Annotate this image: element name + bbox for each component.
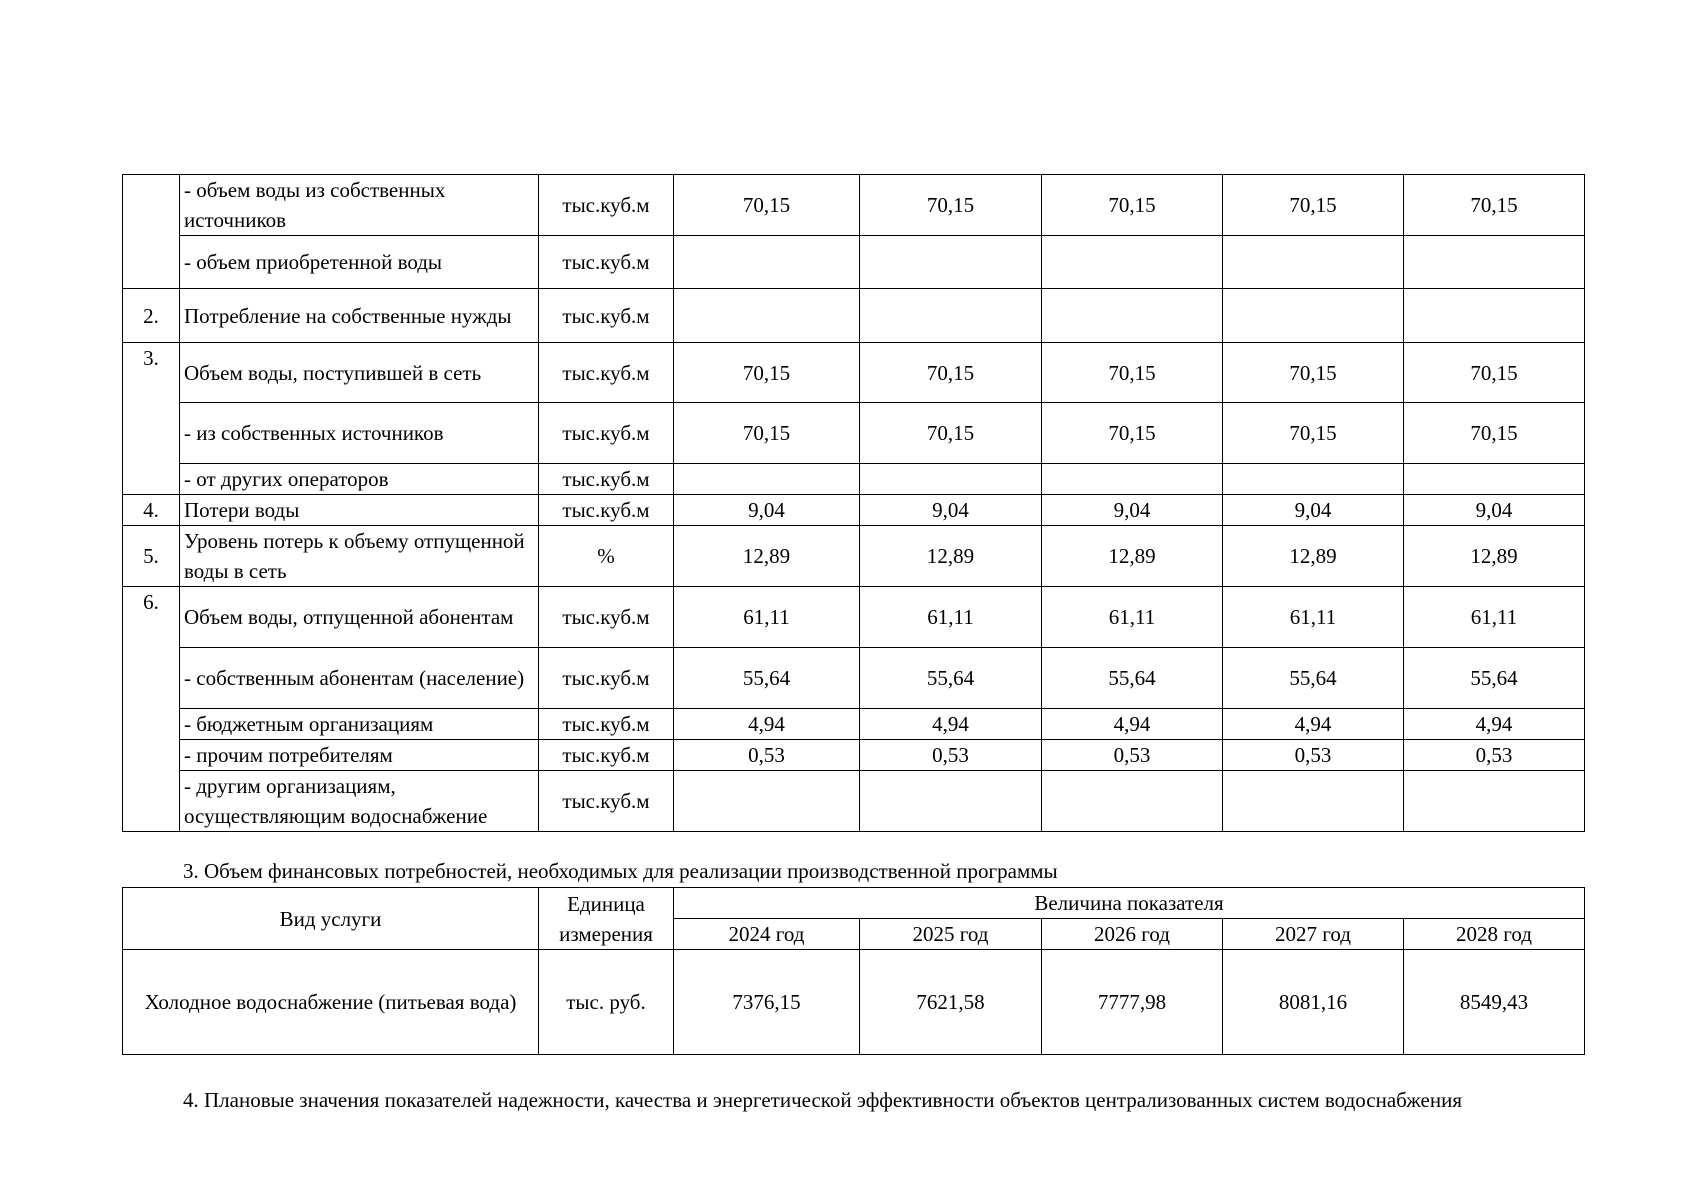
row-label: - собственным абонентам (население) [180, 648, 539, 709]
value-cell: 9,04 [1223, 495, 1404, 526]
value-cell: 4,94 [674, 709, 860, 740]
row-label: Потребление на собственные нужды [180, 289, 539, 343]
value-cell: 4,94 [1042, 709, 1223, 740]
table-row [123, 950, 1585, 1055]
table-row [123, 403, 1585, 464]
table-row [123, 343, 1585, 403]
value-cell: 4,94 [1404, 709, 1585, 740]
value-cell: 12,89 [1042, 526, 1223, 587]
table-row [123, 526, 1585, 587]
section-3-title: 3. Объем финансовых потребностей, необходимых для реализации производственной программы [183, 859, 1058, 883]
row-unit: тыс.куб.м [539, 289, 674, 343]
production-table [122, 174, 1585, 832]
value-cell: 61,11 [1223, 587, 1404, 648]
table-row [123, 771, 1585, 832]
value-cell: 70,15 [860, 403, 1042, 464]
value-cell: 70,15 [674, 403, 860, 464]
value-cell: 9,04 [1404, 495, 1585, 526]
row-label: Объем воды, поступившей в сеть [180, 343, 539, 403]
value-cell [1223, 464, 1404, 495]
row-number: 3. [123, 343, 180, 495]
value-cell [674, 771, 860, 832]
table-row [123, 587, 1585, 648]
row-number: 5. [123, 526, 180, 587]
header-row [123, 888, 1585, 919]
value-cell: 70,15 [674, 343, 860, 403]
value-cell: 9,04 [674, 495, 860, 526]
value-cell: 12,89 [1223, 526, 1404, 587]
value-cell: 70,15 [1042, 343, 1223, 403]
row-label: - другим организациям, осуществляющим водоснабжение [180, 771, 539, 832]
year-header: 2026 год [1042, 919, 1223, 950]
value-cell: 70,15 [1223, 343, 1404, 403]
value-cell: 70,15 [1223, 403, 1404, 464]
value-cell [1404, 236, 1585, 289]
value-cell [1404, 464, 1585, 495]
value-cell [1042, 771, 1223, 832]
value-cell: 8549,43 [1404, 950, 1585, 1055]
value-cell [1223, 236, 1404, 289]
row-unit: тыс. руб. [539, 950, 674, 1055]
table-row [123, 175, 1585, 236]
value-cell: 8081,16 [1223, 950, 1404, 1055]
value-cell: 61,11 [674, 587, 860, 648]
value-cell: 70,15 [1404, 343, 1585, 403]
row-unit: тыс.куб.м [539, 175, 674, 236]
row-unit: тыс.куб.м [539, 587, 674, 648]
value-cell: 0,53 [1223, 740, 1404, 771]
value-cell: 7376,15 [674, 950, 860, 1055]
row-unit: тыс.куб.м [539, 343, 674, 403]
value-cell [860, 771, 1042, 832]
row-number: 2. [123, 289, 180, 343]
value-cell: 9,04 [1042, 495, 1223, 526]
value-cell: 70,15 [860, 175, 1042, 236]
value-cell: 70,15 [674, 175, 860, 236]
table-row [123, 740, 1585, 771]
table-row [123, 236, 1585, 289]
row-unit: тыс.куб.м [539, 648, 674, 709]
value-cell: 70,15 [1042, 175, 1223, 236]
value-cell: 70,15 [1404, 175, 1585, 236]
value-cell: 12,89 [860, 526, 1042, 587]
value-cell: 70,15 [1223, 175, 1404, 236]
header-service: Вид услуги [123, 888, 539, 950]
value-cell: 61,11 [860, 587, 1042, 648]
row-label: - прочим потребителям [180, 740, 539, 771]
year-header: 2028 год [1404, 919, 1585, 950]
value-cell: 70,15 [1042, 403, 1223, 464]
value-cell [1223, 289, 1404, 343]
table-row [123, 709, 1585, 740]
financial-needs-table [122, 887, 1585, 1055]
value-cell: 0,53 [1404, 740, 1585, 771]
header-value: Величина показателя [674, 888, 1585, 919]
value-cell: 55,64 [1223, 648, 1404, 709]
value-cell [674, 289, 860, 343]
value-cell [1042, 464, 1223, 495]
row-label: - объем воды из собственных источников [180, 175, 539, 236]
section-4-title: 4. Плановые значения показателей надежности, качества и энергетической эффективности объектов централизованных систем водоснабжения [183, 1088, 1463, 1112]
row-unit: тыс.куб.м [539, 709, 674, 740]
row-unit: тыс.куб.м [539, 403, 674, 464]
value-cell [860, 289, 1042, 343]
value-cell: 7777,98 [1042, 950, 1223, 1055]
value-cell: 12,89 [1404, 526, 1585, 587]
table-row [123, 495, 1585, 526]
row-unit: тыс.куб.м [539, 236, 674, 289]
row-label: - бюджетным организациям [180, 709, 539, 740]
row-label: - из собственных источников [180, 403, 539, 464]
header-unit: Единица измерения [539, 888, 674, 950]
row-label: - объем приобретенной воды [180, 236, 539, 289]
value-cell: 55,64 [674, 648, 860, 709]
value-cell: 4,94 [860, 709, 1042, 740]
year-header: 2024 год [674, 919, 860, 950]
value-cell [1042, 236, 1223, 289]
row-unit: тыс.куб.м [539, 771, 674, 832]
value-cell: 0,53 [674, 740, 860, 771]
value-cell [1404, 771, 1585, 832]
value-cell: 7621,58 [860, 950, 1042, 1055]
row-unit: % [539, 526, 674, 587]
table-row [123, 464, 1585, 495]
row-number [123, 175, 180, 289]
value-cell [1223, 771, 1404, 832]
value-cell: 0,53 [1042, 740, 1223, 771]
value-cell [674, 464, 860, 495]
row-unit: тыс.куб.м [539, 464, 674, 495]
value-cell: 55,64 [1404, 648, 1585, 709]
value-cell [860, 464, 1042, 495]
row-unit: тыс.куб.м [539, 740, 674, 771]
value-cell: 0,53 [860, 740, 1042, 771]
value-cell: 55,64 [860, 648, 1042, 709]
row-label: Уровень потерь к объему отпущенной воды в сеть [180, 526, 539, 587]
row-number: 4. [123, 495, 180, 526]
row-label: Объем воды, отпущенной абонентам [180, 587, 539, 648]
value-cell: 70,15 [860, 343, 1042, 403]
year-header: 2027 год [1223, 919, 1404, 950]
row-number: 6. [123, 587, 180, 832]
value-cell: 55,64 [1042, 648, 1223, 709]
service-name: Холодное водоснабжение (питьевая вода) [123, 950, 539, 1055]
row-label: Потери воды [180, 495, 539, 526]
value-cell: 70,15 [1404, 403, 1585, 464]
table-row [123, 289, 1585, 343]
value-cell [1404, 289, 1585, 343]
row-unit: тыс.куб.м [539, 495, 674, 526]
value-cell [860, 236, 1042, 289]
value-cell: 61,11 [1404, 587, 1585, 648]
value-cell: 4,94 [1223, 709, 1404, 740]
value-cell [1042, 289, 1223, 343]
value-cell [674, 236, 860, 289]
table-row [123, 648, 1585, 709]
year-header: 2025 год [860, 919, 1042, 950]
value-cell: 12,89 [674, 526, 860, 587]
value-cell: 61,11 [1042, 587, 1223, 648]
value-cell: 9,04 [860, 495, 1042, 526]
row-label: - от других операторов [180, 464, 539, 495]
